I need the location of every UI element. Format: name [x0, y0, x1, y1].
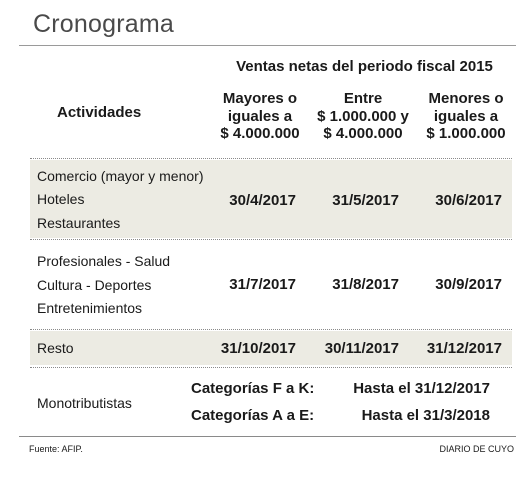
activity-label: Hoteles: [37, 191, 85, 207]
deadline-date: 30/6/2017: [435, 192, 502, 209]
activity-label: Restaurantes: [37, 215, 121, 231]
header-divider: [30, 158, 512, 159]
category-deadline: Hasta el 31/3/2018: [361, 407, 490, 424]
column-header-line: $ 4.000.000: [220, 125, 300, 142]
monotributo-label: Monotributistas: [37, 395, 132, 411]
table-super-header: Ventas netas del periodo fiscal 2015: [236, 58, 493, 75]
column-header-line: Entre: [343, 90, 383, 107]
bottom-divider: [19, 436, 516, 437]
column-header-small: [420, 90, 512, 143]
column-header-line: Mayores o: [222, 90, 298, 107]
deadline-date: 30/11/2017: [324, 340, 399, 357]
column-header-line: $ 4.000.000: [323, 125, 403, 142]
deadline-date: 31/12/2017: [426, 340, 502, 357]
activities-header: Actividades: [57, 104, 142, 121]
column-header-line: iguales a: [227, 107, 293, 125]
activity-label: Comercio (mayor y menor): [37, 168, 204, 184]
deadline-date: 31/8/2017: [332, 276, 399, 293]
activity-label: Profesionales - Salud: [37, 253, 171, 269]
top-divider: [19, 45, 516, 46]
activity-label: Resto: [37, 340, 74, 356]
deadline-date: 31/10/2017: [220, 340, 296, 357]
deadline-date: 30/4/2017: [229, 192, 296, 209]
activity-label: Cultura - Deportes: [37, 277, 152, 293]
publisher-credit: DIARIO DE CUYO: [439, 444, 514, 454]
column-header-line: $ 1.000.000: [426, 125, 506, 142]
row-divider: [30, 239, 512, 240]
category-label: Categorías A a E:: [191, 407, 315, 424]
row-divider: [30, 329, 512, 330]
category-deadline: Hasta el 31/12/2017: [353, 380, 490, 397]
column-header-line: Menores o: [428, 90, 504, 107]
activity-label: Entretenimientos: [37, 300, 143, 316]
source-note: Fuente: AFIP.: [29, 444, 83, 454]
page-title: Cronograma: [33, 10, 174, 38]
deadline-date: 31/5/2017: [332, 192, 399, 209]
column-header-medium: [311, 90, 415, 143]
column-header-line: $ 1.000.000 y: [317, 107, 409, 125]
column-header-line: iguales a: [433, 107, 499, 125]
category-label: Categorías F a K:: [191, 380, 315, 397]
column-header-large: [212, 90, 308, 143]
deadline-date: 30/9/2017: [435, 276, 502, 293]
deadline-date: 31/7/2017: [229, 276, 296, 293]
row-divider: [30, 367, 512, 368]
